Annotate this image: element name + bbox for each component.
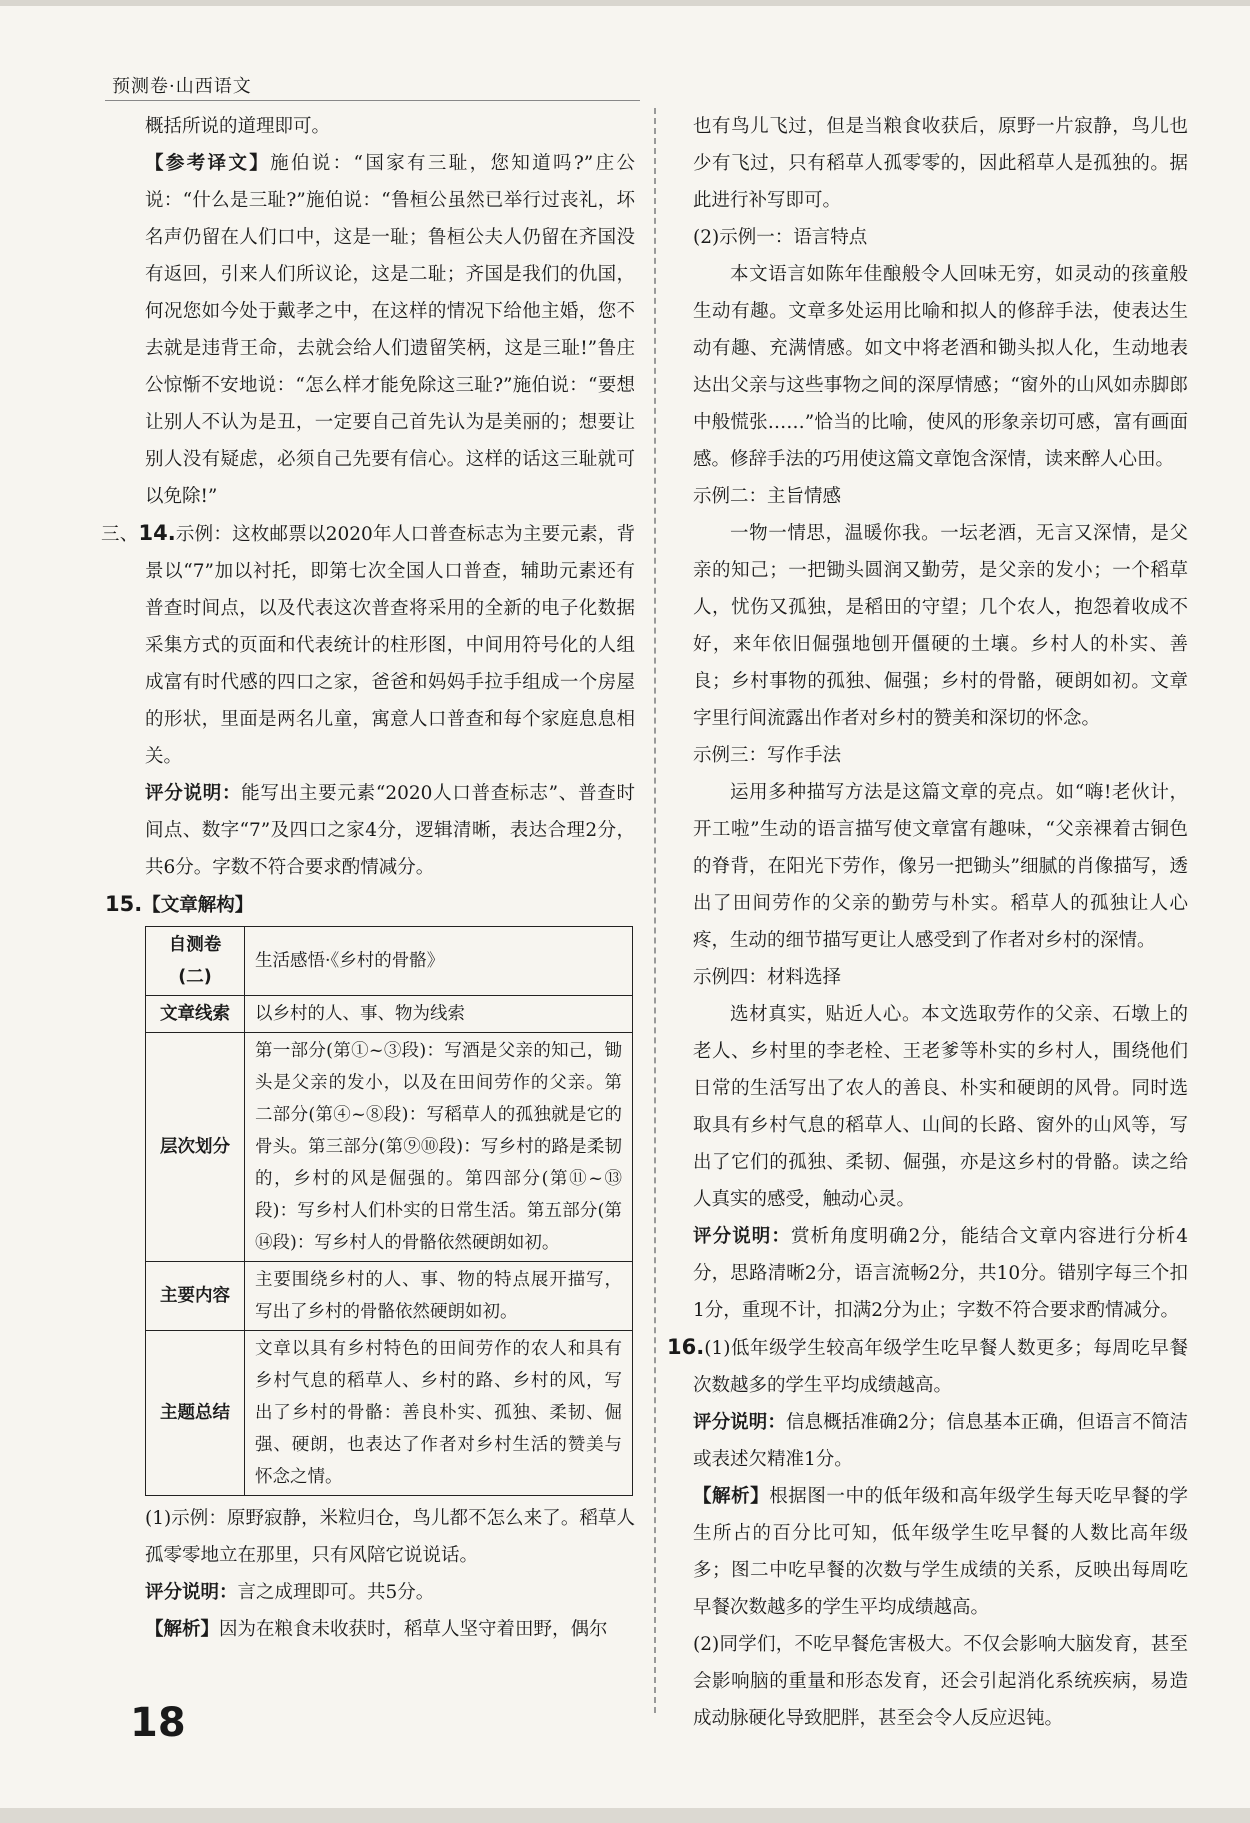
translation-text: 施伯说：“国家有三耻，您知道吗?”庄公说：“什么是三耻?”施伯说：“鲁桓公虽然已举行过丧礼，坏名声仍留在人们口中，这是一耻；鲁桓公夫人仍留在齐国没有返回，引来人们所议论，这是二耻；齐国是我们的仇国，何况您如今处于戴孝之中，在这样的情况下给他主婚，您不去就是违背王命，去就会给人们遗留笑柄，这是三耻!”鲁庄公惊惭不安地说：“怎么样才能免除这三耻?”施伯说：“要想让别人不认为是丑，一定要自己首先认为是美丽的；想要让别人没有疑虑，必须自己先要有信心。这样的话这三耻就可以免除!” [145,153,635,507]
table-row [146,1331,633,1496]
continued-text: 也有鸟儿飞过，但是当粮食收获后，原野一片寂静，鸟儿也少有飞过，只有稻草人孤零零的，因此稻草人是孤独的。据此进行补写即可。 [693,116,1188,211]
table-header-cell: 自测卷(二) [146,927,245,996]
table-header-cell: 主要内容 [146,1262,245,1331]
example-2-heading: 示例二：主旨情感 [693,486,842,507]
q14-paragraph [101,515,635,775]
header-rule [105,100,640,101]
q15-1-score-text: 言之成理即可。共5分。 [237,1582,435,1603]
table-cell: 第一部分(第①~③段)：写酒是父亲的知己，锄头是父亲的发小，以及在田间劳作的父亲。第二部分(第④~⑧段)：写稻草人的孤独就是它的骨头。第三部分(第⑨⑩段)：写乡村的路是柔韧的，乡村的风是倔强的。第四部分(第⑪~⑬段)：写乡村人们朴实的日常生活。第五部分(第⑭段)：写乡村人的骨骼依然硬朗如初。 [245,1033,633,1262]
q16-number: 16. [667,1335,705,1359]
q15-1-analysis [115,1611,635,1648]
q14-score-tag: 评分说明： [145,783,242,804]
q16-score-text: 信息概括准确2分；信息基本正确，但语言不简洁或表述欠精准1分。 [693,1412,1188,1470]
example-4-text: 选材真实，贴近人心。本文选取劳作的父亲、石墩上的老人、乡村里的李老栓、王老爹等朴实的乡村人，围绕他们日常的生活写出了农人的善良、朴实和硬朗的风骨。同时选取具有乡村气息的稻草人、山间的长路、窗外的山风等，写出了它们的孤独、柔韧、倔强，亦是这乡村的骨骼。读之给人真实的感受，触动心灵。 [693,1004,1188,1210]
table-header-cell: 文章线索 [146,996,245,1033]
example-4-heading: 示例四：材料选择 [693,967,842,988]
structure-table [145,926,633,1496]
table-row [146,927,633,996]
q14-number: 14. [138,521,176,545]
q16-1-text: (1)低年级学生较高年级学生吃早餐人数更多；每周吃早餐次数越多的学生平均成绩越高。 [693,1338,1188,1396]
q16-2-text: (2)同学们，不吃早餐危害极大。不仅会影响大脑发育，甚至会影响脑的重量和形态发育，还会引起消化系统疾病，易造成动脉硬化导致肥胖，甚至会令人反应迟钝。 [693,1634,1188,1729]
table-header-cell: 主题总结 [146,1331,245,1496]
intro-text: 概括所说的道理即可。 [145,116,331,137]
table-row [146,1033,633,1262]
q2-heading: (2)示例一：语言特点 [693,227,868,248]
q16-score [693,1404,1188,1478]
right-column [667,108,1188,1737]
q16-analysis [693,1478,1188,1626]
top-rule [0,0,1250,6]
table-cell: 文章以具有乡村特色的田间劳作的农人和具有乡村气息的稻草人、乡村的路、乡村的风，写出了乡村的骨骼：善良朴实、孤独、柔韧、倔强、硬朗，也表达了作者对乡村生活的赞美与怀念之情。 [245,1331,633,1496]
table-cell: 主要围绕乡村的人、事、物的特点展开描写，写出了乡村的骨骼依然硬朗如初。 [245,1262,633,1331]
q15-heading [105,886,635,924]
q15-1-analysis-text: 因为在粮食未收获时，稻草人坚守着田野，偶尔 [219,1619,608,1640]
q14-text: 示例：这枚邮票以2020年人口普查标志为主要元素，背景以“7”加以衬托，即第七次全国人口普查，辅助元素还有普查时间点，以及代表这次普查将采用的全新的电子化数据采集方式的页面和代表统计的柱形图，中间用符号化的人组成富有时代感的四口之家，爸爸和妈妈手拉手组成一个房屋的形状，里面是两名儿童，寓意人口普查和每个家庭息息相关。 [145,524,635,767]
page-header: 预测卷·山西语文 [112,76,252,97]
q2-score [693,1218,1188,1329]
table-cell: 生活感悟·《乡村的骨骼》 [245,927,633,996]
q16-analysis-text: 根据图一中的低年级和高年级学生每天吃早餐的学生所占的百分比可知，低年级学生吃早餐的人数比高年级多；图二中吃早餐的次数与学生成绩的关系，反映出每周吃早餐次数越多的学生平均成绩越高。 [693,1486,1188,1618]
q15-number: 15. [105,892,143,916]
table-row [146,996,633,1033]
page-number: 18 [130,1700,186,1746]
bottom-rule [0,1808,1250,1823]
q15-tag: 【文章解构】 [142,895,254,916]
left-column [101,108,635,1648]
table-cell: 以乡村的人、事、物为线索 [245,996,633,1033]
example-2-text: 一物一情思，温暖你我。一坛老酒，无言又深情，是父亲的知己；一把锄头圆润又勤劳，是父亲的发小；一个稻草人，忧伤又孤独，是稻田的守望；几个农人，抱怨着收成不好，来年依旧倔强地刨开僵硬的土壤。乡村人的朴实、善良；乡村事物的孤独、倔强；乡村的骨骼，硬朗如初。文章字里行间流露出作者对乡村的赞美和深切的怀念。 [693,523,1188,729]
translation-tag: 【参考译文】 [145,153,271,174]
example-1-text: 本文语言如陈年佳酿般令人回味无穷，如灵动的孩童般生动有趣。文章多处运用比喻和拟人的修辞手法，使表达生动有趣、充满情感。如文中将老酒和锄头拟人化，生动地表达出父亲与这些事物之间的深厚情感；“窗外的山风如赤脚郎中般慌张……”恰当的比喻，使风的形象亲切可感，富有画面感。修辞手法的巧用使这篇文章饱含深情，读来醉人心田。 [693,264,1188,470]
q15-1-answer: (1)示例：原野寂静，米粒归仓，鸟儿都不怎么来了。稻草人孤零零地立在那里，只有风陪它说说话。 [145,1508,635,1566]
example-3-text: 运用多种描写方法是这篇文章的亮点。如“嗨!老伙计，开工啦”生动的语言描写使文章富有趣味，“父亲裸着古铜色的脊背，在阳光下劳作，像另一把锄头”细腻的肖像描写，透出了田间劳作的父亲的勤劳与朴实。稻草人的孤独让人心疼，生动的细节描写更让人感受到了作者对乡村的深情。 [693,782,1188,951]
table-header-cell: 层次划分 [146,1033,245,1262]
example-3-heading: 示例三：写作手法 [693,745,842,766]
q2-score-text: 赏析角度明确2分，能结合文章内容进行分析4分，思路清晰2分，语言流畅2分，共10分。错别字每三个扣1分，重现不计，扣满2分为止；字数不符合要求酌情减分。 [693,1226,1188,1321]
q16-paragraph [667,1329,1188,1404]
translation-paragraph [115,145,635,515]
q2-score-tag: 评分说明： [693,1226,791,1247]
table-row [146,1262,633,1331]
q14-prefix: 三、 [101,524,139,545]
column-divider [654,108,656,1713]
q16-analysis-tag: 【解析】 [693,1486,770,1507]
q15-1-score-tag: 评分说明： [145,1582,238,1603]
q16-score-tag: 评分说明： [693,1412,786,1433]
q14-score [115,775,635,886]
q15-1-score [115,1574,635,1611]
q15-1-analysis-tag: 【解析】 [145,1619,220,1640]
q14-score-text: 能写出主要元素“2020人口普查标志”、普查时间点、数字“7”及四口之家4分，逻辑清晰，表达合理2分，共6分。字数不符合要求酌情减分。 [145,783,635,878]
